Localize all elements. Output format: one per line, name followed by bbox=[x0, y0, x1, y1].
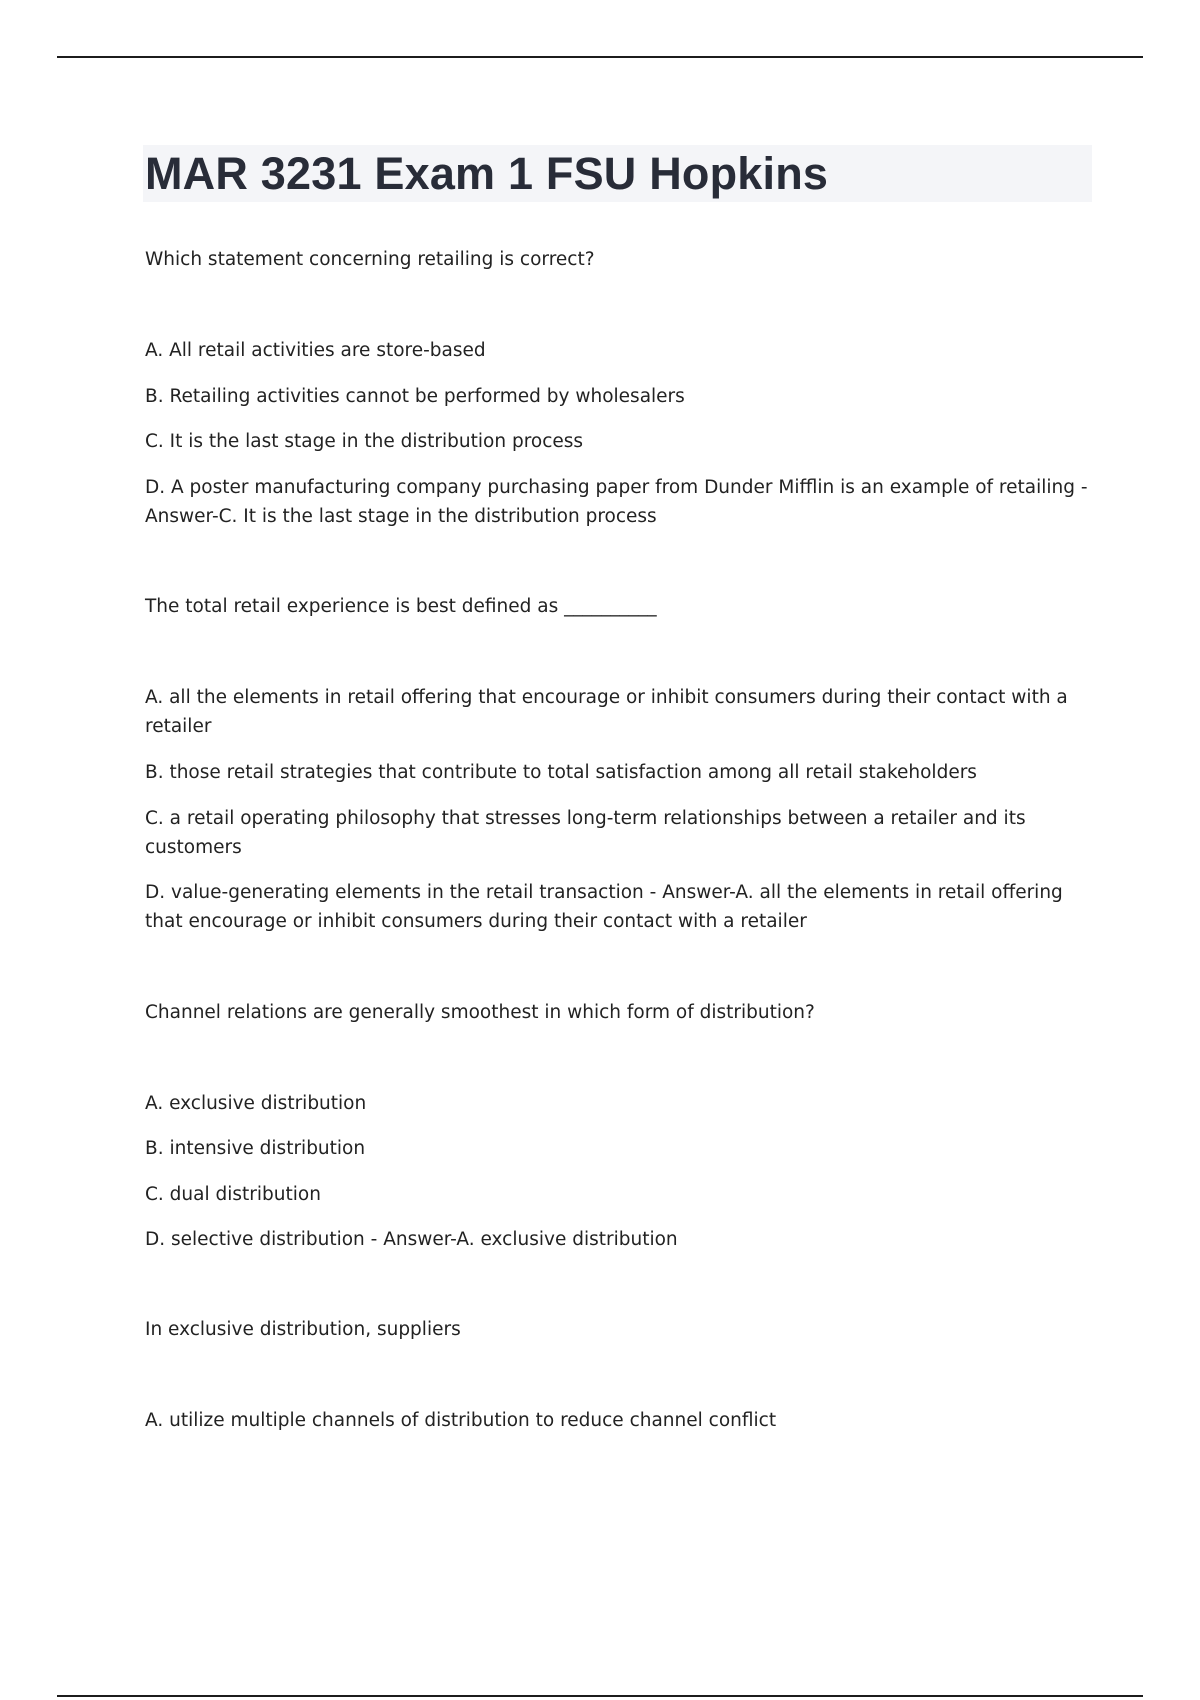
question-3-option-c: C. dual distribution bbox=[145, 1184, 321, 1205]
bottom-rule bbox=[57, 1695, 1143, 1697]
question-3-option-b: B. intensive distribution bbox=[145, 1138, 366, 1159]
question-2-option-d: D. value-generating elements in the retail transaction - Answer-A. all the elements in retail offering that encourage or inhibit consumers during their contact with a retailer bbox=[145, 882, 1063, 932]
top-rule bbox=[57, 56, 1143, 58]
question-1-option-d: D. A poster manufacturing company purchasing paper from Dunder Mifflin is an example of retailing - Answer-C. It is the last stage in the distribution process bbox=[145, 477, 1088, 527]
question-1-option-b: B. Retailing activities cannot be performed by wholesalers bbox=[145, 386, 685, 407]
question-1-prompt: Which statement concerning retailing is correct? bbox=[145, 249, 595, 270]
question-3-option-d: D. selective distribution - Answer-A. exclusive distribution bbox=[145, 1229, 678, 1250]
document-title: MAR 3231 Exam 1 FSU Hopkins bbox=[145, 148, 829, 199]
question-2-option-a: A. all the elements in retail offering that encourage or inhibit consumers during their contact with a retailer bbox=[145, 687, 1068, 737]
question-1-option-a: A. All retail activities are store-based bbox=[145, 340, 486, 361]
question-2-option-c: C. a retail operating philosophy that stresses long-term relationships between a retailer and its customers bbox=[145, 808, 1026, 858]
question-4-prompt: In exclusive distribution, suppliers bbox=[145, 1319, 461, 1340]
question-4-option-a: A. utilize multiple channels of distribution to reduce channel conflict bbox=[145, 1410, 777, 1431]
question-2-option-b: B. those retail strategies that contribute to total satisfaction among all retail stakeholders bbox=[145, 762, 977, 783]
question-1-option-c: C. It is the last stage in the distribution process bbox=[145, 431, 584, 452]
question-3-option-a: A. exclusive distribution bbox=[145, 1093, 367, 1114]
question-2-prompt: The total retail experience is best defined as __________ bbox=[145, 596, 657, 617]
question-3-prompt: Channel relations are generally smoothest in which form of distribution? bbox=[145, 1002, 815, 1023]
